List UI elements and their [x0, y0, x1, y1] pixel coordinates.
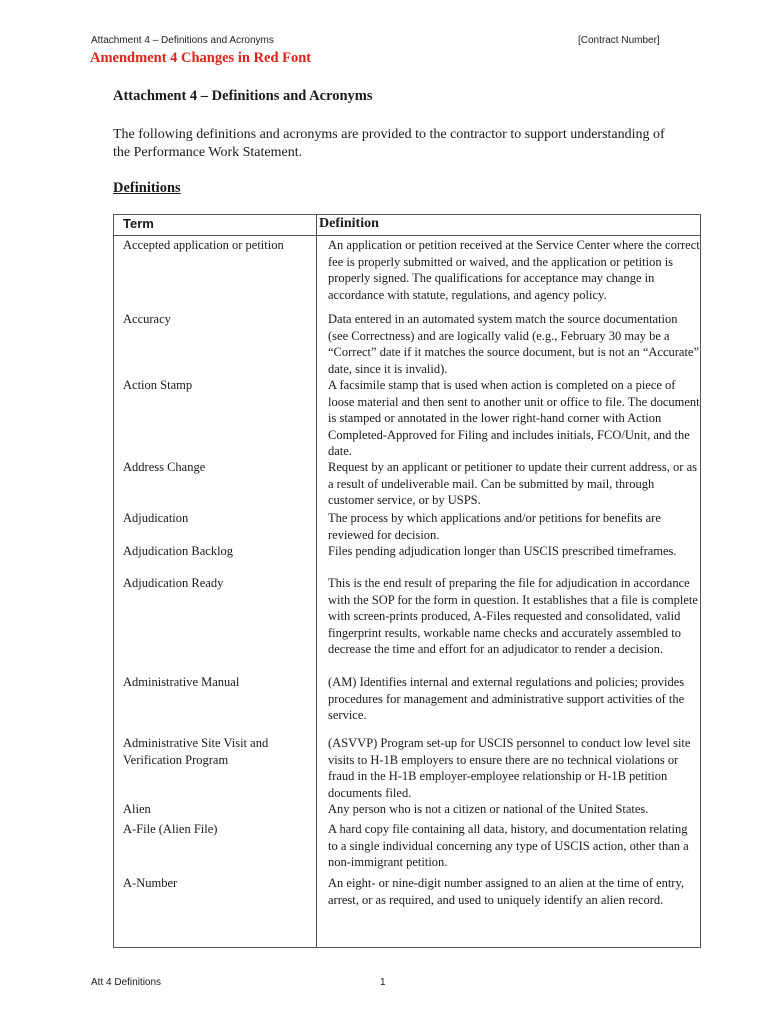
definitions-heading: Definitions — [113, 180, 181, 196]
term-cell: Adjudication Backlog — [123, 544, 234, 558]
table-column-divider — [316, 214, 317, 948]
term-cell: Adjudication — [123, 511, 189, 525]
intro-paragraph: The following definitions and acronyms are provided to the contractor to support understanding of the Performance Work Statement. — [113, 127, 665, 160]
running-header-title: Attachment 4 – Definitions and Acronyms — [91, 35, 274, 46]
term-cell: Alien — [123, 802, 151, 816]
term-cell: A-File (Alien File) — [123, 822, 218, 836]
term-cell: Accepted application or petition — [123, 238, 284, 252]
definition-cell: (ASVVP) Program set-up for USCIS personnel to conduct low level site visits to H-1B employers to ensure there are no technical violations or fraud in the H-1B employer-employee relationship or H-1B petition documents filed. — [328, 736, 691, 800]
definition-cell: A hard copy file containing all data, history, and documentation relating to a single individual concerning any type of USCIS action, other than a non-immigrant petition. — [328, 822, 689, 869]
page-number: 1 — [380, 977, 386, 988]
definition-cell: A facsimile stamp that is used when action is completed on a piece of loose material and then sent to another unit or office to file. The document is stamped or annotated in the lower right-hand corner with Action Completed-Approved for Filing and includes initials, FCO/Unit, and the date. — [328, 378, 700, 458]
definition-cell: The process by which applications and/or petitions for benefits are reviewed for decision. — [328, 511, 661, 542]
table-header-divider — [113, 235, 701, 236]
term-cell: Accuracy — [123, 312, 171, 326]
table-header-term: Term — [123, 216, 154, 231]
term-cell: Administrative Manual — [123, 675, 240, 689]
term-cell: Adjudication Ready — [123, 576, 224, 590]
table-header-definition: Definition — [319, 216, 379, 231]
document-title: Attachment 4 – Definitions and Acronyms — [113, 88, 373, 104]
definition-cell: Data entered in an automated system match the source documentation (see Correctness) and are logically valid (e.g., February 30 may be a “Correct” date if it matches the source document, but is not an “Accurate” date, since it is invalid). — [328, 312, 700, 376]
definition-cell: An application or petition received at the Service Center where the correct fee is properly submitted or waived, and the application or petition is properly signed. The qualifications for acceptance may change in accordance with statute, regulations, and agency policy. — [328, 238, 700, 302]
term-cell: Address Change — [123, 460, 206, 474]
running-header-contract-number: [Contract Number] — [578, 35, 660, 46]
amendment-note: Amendment 4 Changes in Red Font — [90, 50, 312, 66]
definition-cell: Files pending adjudication longer than USCIS prescribed timeframes. — [328, 544, 677, 558]
term-cell: Administrative Site Visit and Verification Program — [123, 736, 269, 767]
term-cell: A-Number — [123, 876, 178, 890]
definition-cell: This is the end result of preparing the file for adjudication in accordance with the SOP for the form in question. It establishes that a file is complete with screen-prints produced, A-Files requested and consolidated, valid fingerprint results, workable name checks and accurately assembled to decrease the time and effort for an adjudicator to render a decision. — [328, 576, 698, 656]
term-cell: Action Stamp — [123, 378, 193, 392]
footer-label: Att 4 Definitions — [91, 977, 162, 988]
definition-cell: (AM) Identifies internal and external regulations and policies; provides procedures for management and administrative support activities of the service. — [328, 675, 685, 722]
definition-cell: Request by an applicant or petitioner to update their current address, or as a result of undeliverable mail. Can be submitted by mail, through customer service, or by USPS. — [328, 460, 697, 507]
definition-cell: Any person who is not a citizen or national of the United States. — [328, 802, 649, 816]
definition-cell: An eight- or nine-digit number assigned to an alien at the time of entry, arrest, or as required, and used to uniquely identify an alien record. — [328, 876, 685, 907]
